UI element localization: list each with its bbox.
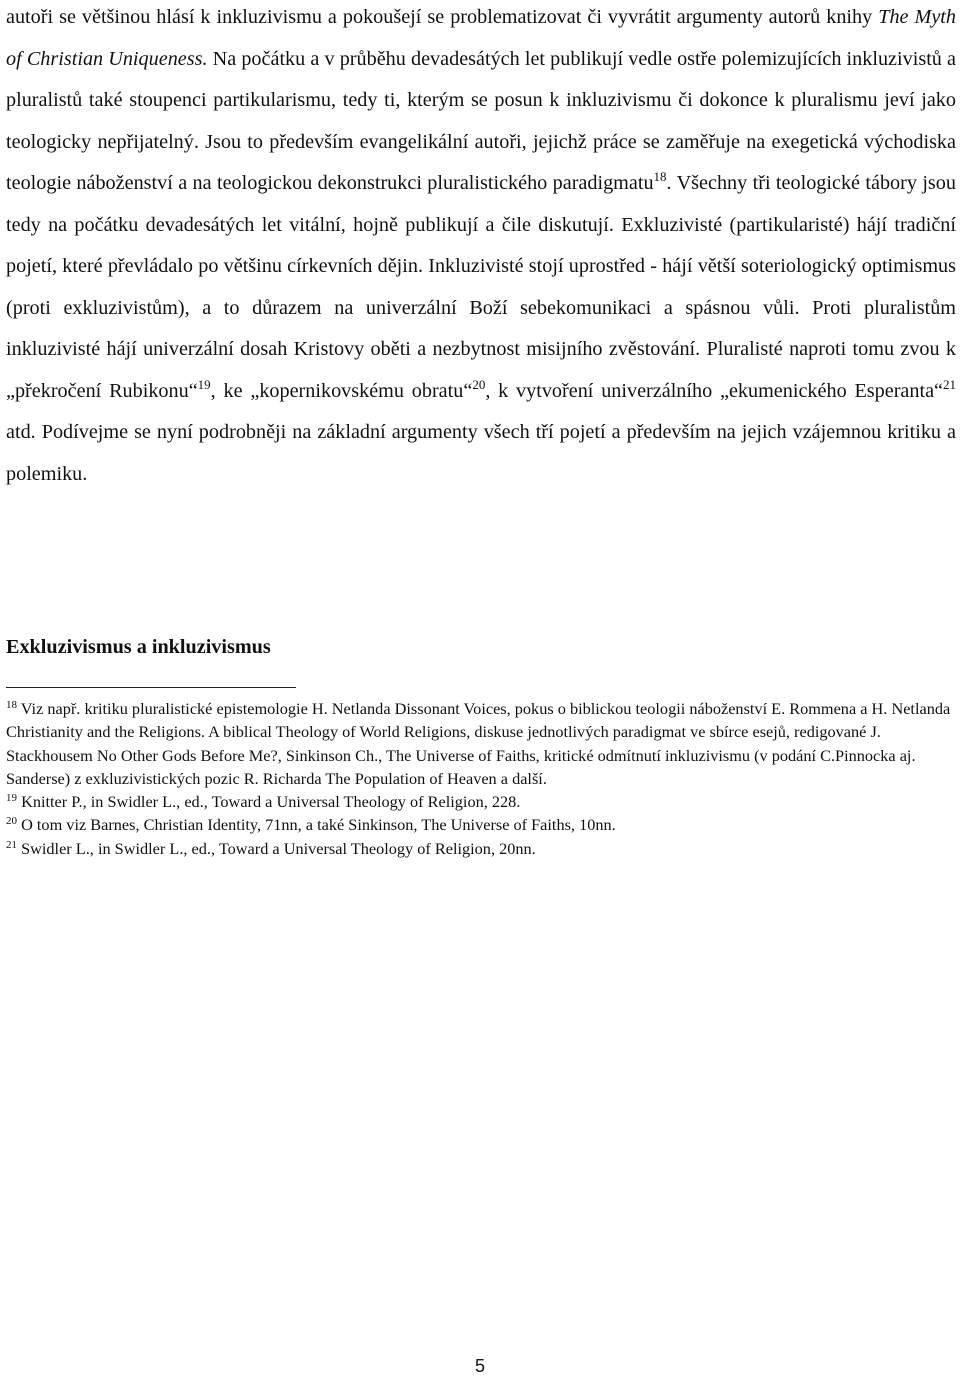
body-paragraph [6,0,956,495]
footnote-number: 20 [6,815,17,828]
footnote-number: 19 [6,792,17,805]
footnote-text: Viz např. kritiku pluralistické epistemologie H. Netlanda Dissonant Voices, pokus o biblickou teologii náboženství E. Rommena a H. Netlanda Christianity and the Religions. A biblical Theology of World Religions, diskuse jednotlivých paradigmat ve sbírce esejů, redigované J. Stackhousem No Other Gods Before Me?, Sinkinson Ch., The Universe of Faiths, kritické odmítnutí inkluzivismu (v podání C.Pinnocka aj. Sanderse) z exkluzivistických pozic R. Richarda The Population of Heaven a další. [6,699,951,788]
footnote-text: Knitter P., in Swidler L., ed., Toward a Universal Theology of Religion, 228. [17,792,521,812]
body-text-segment: atd. Podívejme se nyní podrobněji na základní argumenty všech tří pojetí a především na jejich vzájemnou kritiku a polemiku. [6,421,956,485]
footnote-19 [6,790,954,813]
body-text-segment: Na počátku a v průběhu devadesátých let publikují vedle ostře polemizujících inkluzivistů a pluralistů také stoupenci partikularismu, tedy ti, kterým se posun k inkluzivismu či dokonce k pluralismu jeví jako teologicky nepřijatelný. Jsou to především evangelikální autoři, jejichž práce se zaměřuje na exegetická východiska teologie náboženství a na teologickou dekonstrukci pluralistického paradigmatu [6,47,956,194]
body-text-segment: autoři se většinou hlásí k inkluzivismu a pokoušejí se problematizovat či vyvrátit argumenty autorů knihy [6,6,879,28]
body-text-segment: , ke „kopernikovskému obratu“ [210,379,473,402]
body-text-segment: , k vytvoření univerzálního „ekumenického Esperanta“ [485,379,944,402]
footnotes [6,697,954,860]
footnote-ref-19[interactable]: 19 [197,376,211,392]
footnote-21 [6,837,954,860]
footnote-ref-21[interactable]: 21 [943,376,957,392]
section-heading: Exkluzivismus a inkluzivismus [6,636,271,658]
footnote-20 [6,813,954,836]
footnote-number: 21 [6,838,17,851]
footnote-ref-20[interactable]: 20 [472,376,486,392]
body-text-segment: . Všechny tři teologické tábory jsou tedy na počátku devadesátých let vitální, hojně publikují a čile diskutují. Exkluzivisté (partikularisté) hájí tradiční pojetí, které převládalo po většinu církevních dějin. Inkluzivisté stojí uprostřed - hájí větší soteriologický optimismus (proti exkluzivistům), a to důrazem na univerzální Boží sebekomunikaci a spásnou vůli. Proti pluralistům inkluzivisté hájí univerzální dosah Kristovy oběti a nezbytnost misijního zvěstování. Pluralisté naproti tomu zvou k „překročení Rubikonu“ [6,172,956,402]
footnote-text: O tom viz Barnes, Christian Identity, 71nn, a také Sinkinson, The Universe of Faiths, 10nn. [17,815,616,835]
footnote-text: Swidler L., in Swidler L., ed., Toward a Universal Theology of Religion, 20nn. [17,838,536,858]
footnote-18 [6,697,954,790]
footnote-number: 18 [6,699,17,711]
footnote-ref-18[interactable]: 18 [653,169,667,184]
footnote-divider [6,687,296,688]
page-number: 5 [474,1356,485,1376]
book-title: The Myth of Christian Uniqueness. [6,6,956,70]
